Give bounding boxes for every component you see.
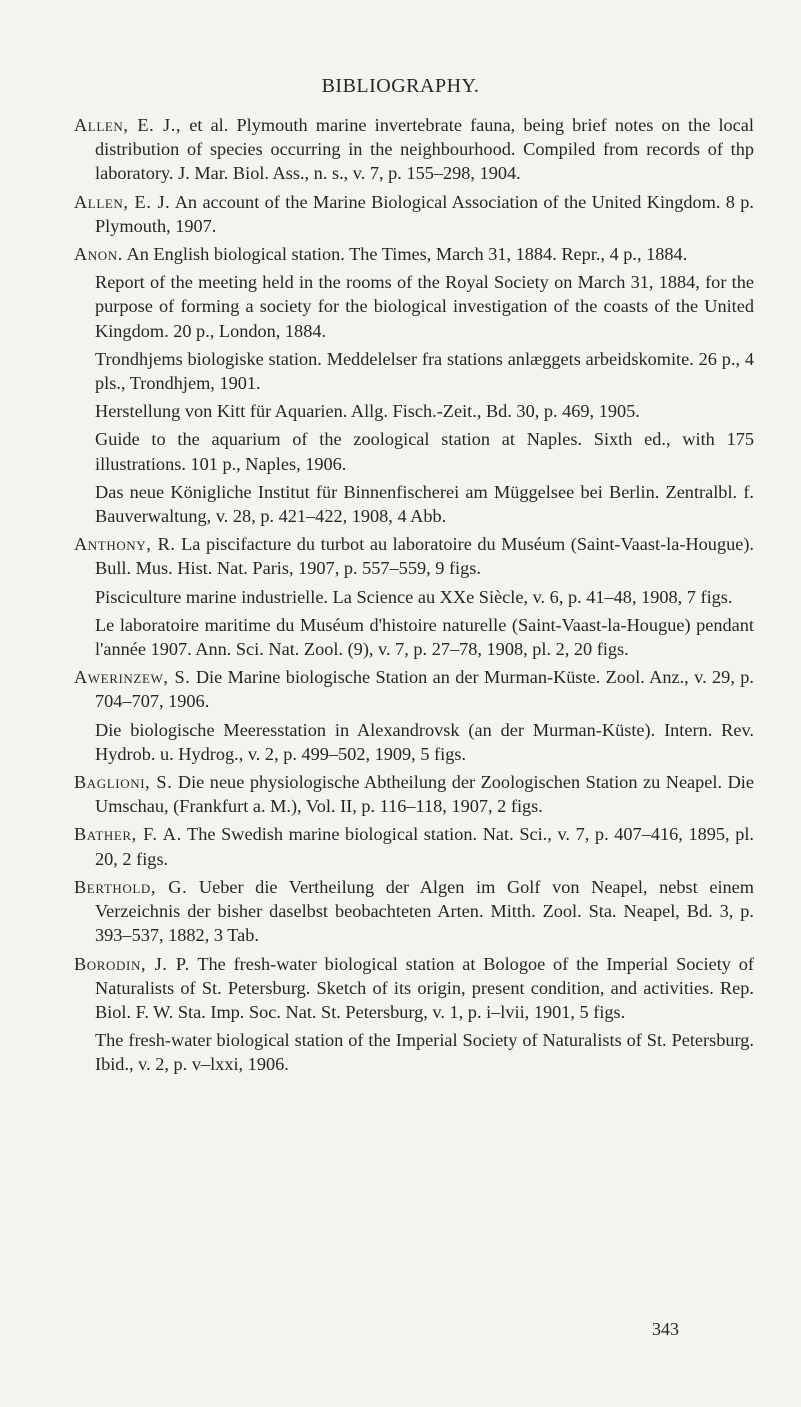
page-title: BIBLIOGRAPHY. (321, 75, 480, 97)
entry-text: The Swedish marine biological station. Nat. Sci., v. 7, p. 407–416, 1895, pl. 20, 2 figs. (95, 824, 754, 869)
entry-text: An English biological station. The Times, March 31, 1884. Repr., 4 p., 1884. (122, 244, 688, 265)
bibliography-entry (74, 399, 754, 423)
entry-text: et al. Plymouth marine invertebrate fauna, being brief notes on the local distribution of species occurring in the neighbourhood. Compiled from records of thp laboratory. J. Mar. Biol. Ass., n. s., v. 7, p. 155–298, 1904. (95, 115, 754, 184)
bibliography-entry (74, 613, 754, 661)
page-number: 343 (652, 1319, 679, 1339)
entry-author: Baglioni, S. (74, 772, 173, 793)
entry-text: Die neue physiologische Abtheilung der Zoologischen Station zu Neapel. Die Umschau, (Frankfurt a. M.), Vol. II, p. 116–118, 1907, 2 figs. (95, 772, 754, 817)
entry-text: La piscifacture du turbot au laboratoire du Muséum (Saint-Vaast-la-Hougue). Bull. Mus. Hist. Nat. Paris, 1907, p. 557–559, 9 figs. (95, 534, 754, 579)
entry-text: The fresh-water biological station of the Imperial Society of Naturalists of St. Petersburg. Ibid., v. 2, p. v–lxxi, 1906. (95, 1030, 754, 1075)
entry-author: Allen, E. J., (74, 115, 182, 135)
entry-author: Bather, F. A. (74, 824, 182, 845)
entry-text: Le laboratoire maritime du Muséum d'histoire naturelle (Saint-Vaast-la-Hougue) pendant l'année 1907. Ann. Sci. Nat. Zool. (9), v. 7, p. 27–78, 1908, pl. 2, 20 figs. (95, 614, 754, 660)
bibliography-entry (74, 242, 754, 266)
bibliography-entry (74, 822, 754, 870)
entry-text: Die Marine biologische Station an der Murman-Küste. Zool. Anz., v. 29, p. 704–707, 1906. (95, 667, 754, 712)
entry-text: Report of the meeting held in the rooms of the Royal Society on March 31, 1884, for the purpose of forming a society for the biological investigation of the coasts of the United Kingdom. 20 p., London, 1884. (95, 272, 754, 341)
entry-text: Das neue Königliche Institut für Binnenfischerei am Müggelsee bei Berlin. Zentralbl. f. Bauverwaltung, v. 28, p. 421–422, 1908, 4 Abb. (95, 481, 754, 527)
entry-text: Guide to the aquarium of the zoological station at Naples. Sixth ed., with 175 illustrations. 101 p., Naples, 1906. (95, 429, 754, 474)
bibliography-entry (74, 952, 754, 1025)
entry-author: Awerinzew, S. (74, 667, 191, 688)
bibliography-entry (74, 770, 754, 818)
entry-author: Allen, E. J. (74, 191, 171, 212)
bibliography-entry (74, 665, 754, 713)
entry-text: An account of the Marine Biological Association of the United Kingdom. 8 p. Plymouth, 1907. (95, 191, 755, 236)
entry-text: Trondhjems biologiske station. Meddelelser fra stations anlæggets arbeidskomite. 26 p., 4 pls., Trondhjem, 1901. (95, 348, 754, 394)
bibliography-entry (74, 190, 754, 238)
bibliography-entry (74, 875, 754, 948)
bibliography-entry (74, 270, 754, 343)
bibliography-entry (74, 113, 754, 186)
entry-author: Anthony, R. (74, 534, 176, 555)
entry-author: Berthold, G. (74, 876, 188, 897)
bibliography-list (74, 113, 754, 1081)
entry-text: Herstellung von Kitt für Aquarien. Allg. Fisch.-Zeit., Bd. 30, p. 469, 1905. (95, 401, 640, 422)
entry-text: The fresh-water biological station at Bologoe of the Imperial Society of Naturalists of St. Petersburg. Sketch of its origin, present condition, and activities. Rep. Biol. F. W. Sta. Imp. Soc. Nat. St. Petersburg, v. 1, p. i–lvii, 1901, 5 figs. (95, 953, 754, 1022)
bibliography-entry (74, 718, 754, 766)
bibliography-entry (74, 1028, 754, 1076)
entry-text: Pisciculture marine industrielle. La Science au XXe Siècle, v. 6, p. 41–48, 1908, 7 figs. (95, 586, 733, 607)
bibliography-entry (74, 585, 754, 609)
entry-author: Anon. (74, 244, 123, 265)
bibliography-entry (74, 347, 754, 395)
bibliography-entry (74, 427, 754, 475)
entry-text: Die biologische Meeresstation in Alexandrovsk (an der Murman-Küste). Intern. Rev. Hydrob. u. Hydrog., v. 2, p. 499–502, 1909, 5 figs. (95, 719, 754, 764)
bibliography-entry (74, 480, 754, 528)
entry-text: Ueber die Vertheilung der Algen im Golf von Neapel, nebst einem Verzeichnis der bisher daselbst beobachteten Arten. Mitth. Zool. Sta. Neapel, Bd. 3, p. 393–537, 1882, 3 Tab. (95, 876, 754, 946)
bibliography-entry (74, 532, 754, 580)
entry-author: Borodin, J. P. (74, 953, 190, 974)
